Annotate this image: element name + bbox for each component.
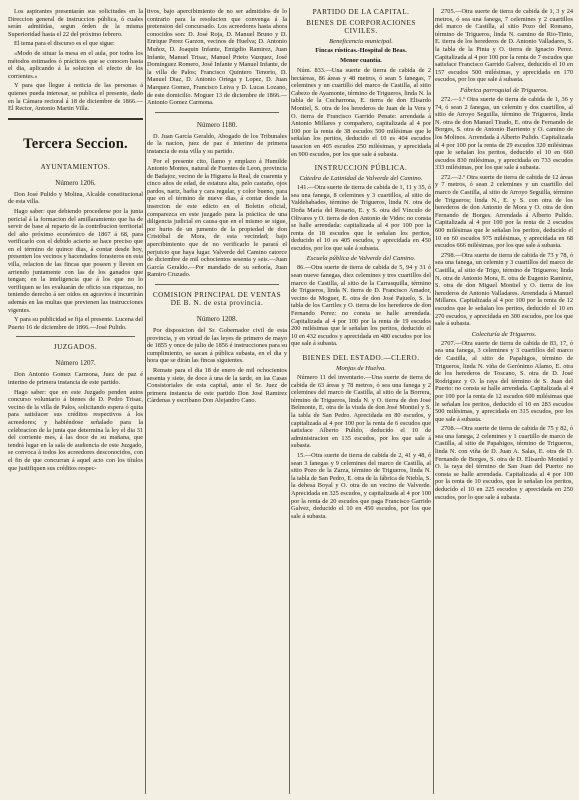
divider [8,118,143,120]
paragraph: 272.—1.º Otra suerte de tierra de cabida de 1, 36 y 74, ó sean 2 fanegas, un celemin y dos cuartillos, al sitio de Arroyo Seguilla, término de Trigueros, linda N. otra de don Manuel Tirado, E. otra de Fernando de Borges, S. otra de Antonio Barriento y O. camino de los Molinos. Arrendada á Alberto Pulido. Capitalizada al 4 por 100 por la renta de 29 escudos 320 milésimas que le señalan los peritos, deducido el 10 en 660 escudos 830 milésimas, y aprecidada en 733 escudos 333 milésimas, por los que sale á subasta. [435,95,573,172]
paragraph: El tema para el discurso es el que sigue: [14,40,115,48]
notice-number: Número 1180. [196,120,238,129]
paragraph: Y para su publicidad se fija el presente. Lucena del Puerto 16 de diciembre de 1866.—José Pulido. [8,316,143,331]
paragraph: Número 11 del inventario.—Una suerte de tierra de cabida de 63 áreas y 78 metros, ó sea una fanega y 2 celemines del marco de Castilla, al sitio de la Borrera, término de Trigueros, linda N. y O. tierra de don José Belmonte, E. otra de la viuda de don José Montiel y S. la tabla de San Pedro. Aprecidada en 80 escudos, y capitalizada al 4 por 100 por la renta de 6 escudos que satisface Alberto Pulido, deducido el 10 de administracion en 135 escudos, por los que sale á subasta. [291,374,431,450]
paragraph: 15.—Otra suerte de tierra de cabida de 2, 41 y 48, ó sean 3 fanegas y 9 celemines del marco de Castilla, al sitio Pozo de la Zarza, término de Trigueros, linda N. la tabla de San Pedro, E. otra de la fábrica de Niebla, S. la dehesa Boyal y O. otra de un vecino de Valverde. Aprecidada en 325 escudos, y capitalizada al 4 por 100 por la renta de 20 escudos que paga Francisco Garrido Galvez, deducido el 10 en 450 escudos, por los que sale á subasta. [291,451,431,520]
paragraph: 2798.—Otra suerte de tierra de cabida de 73 y 78, ó sea una fanega, un celemin y 3 cuartillos del marco de Castilla, al sitio de Trigo, término de Trigueros; linda N. otra de Antonio Mora, E. otra de Eugenio Ramirez, S. otra de don Miguel Montiel y O. tierra de los herederos de Antonio Valladares. Arrendada á Manuel Millares. Capitalizada al 4 por 100 por la renta de 12 escudos que le señalan los peritos, deducido el 10 en 270 escudos, y aprecidada en 300 escudos, por los que sale á subasta. [435,251,573,328]
subheading: Colecturía de Trigueros. [471,330,537,338]
divider [155,112,279,113]
column-4 [435,8,573,796]
paragraph: Don José Pulido y Molina, Alcalde constitucional de esta villa. [8,190,143,206]
paragraph: Hago saber: que debiendo procederse por la junta pericial á la formacion del amillaramiento que ha de servir de base al reparto de la contribucion territorial del año próximo económico de 1867 á 68, para verificarlo con el debido acierto se hace preciso que en el término de quince dias, á contar desde hoy, presenten los vecinos y hacendados forasteros en esta villa, relacion de las fincas que poseen y lleven en arriendo juntamente con las de los ganados que tengan; en la inteligencia que á los que no lo verifiquen se les evaluarán de oficio sus riquezas, no teniendo derecho á ser oidos en agravios é incurrirán además en las multas que previenen las instrucciones vigentes. [8,207,143,314]
section-heading: AYUNTAMIENTOS. [40,162,111,171]
paragraph: 141.—Otra suerte de tierra de cabida de 1, 11 y 35, ó sea una fanega, 8 celemines y 3 cuartillos, al sitio de Valdehabades, término de Trigueros, linda N. otra de Doña María del Rosario, E. y S. otra del Vínculo de Olivares y O. tierra de don Antonio de Vides: no consta se halle arrendada: capitalizada al 4 por 100 por la renta de 18 escudos que le señalan los peritos, deducido el 10 es 405 escudos, y aprecidada en 450 escudos, por los que sale á subasta. [291,184,431,252]
column-rule [433,8,434,794]
divider [155,284,279,285]
section-title: Tercera Seccion. [23,135,128,152]
paragraph: Por disposicion del Sr. Gobernador civil de esta provincia, y en virtud de las leyes de primero de mayo de 1855 y once de julio de 1856 é instrucciones para su cumplimiento, se sacan á pública subasta, en el dia y hora que se dirán las fincas siguientes. [147,327,287,365]
paragraph: Los aspirantes presentarán sus solicitudes en la Direccion general de instruccion pública, ó cuales serán admitidas, segun órden de la misma Superioridad hasta el 22 del próximo febrero. [8,8,143,38]
paragraph: Y para que llegue á noticia de las personas á quienes pueda interesar, se publica el presente, dado en la Cámara rectoral á 18 de diciembre de 1866.—El Rector, Antonio Martin Villa. [8,82,143,113]
notice-number: Número 1207. [55,359,96,368]
subheading: Fábrica parroquial de Trigueros. [460,86,548,94]
divider [16,336,135,337]
paragraph: «Modo de situar la mesa en el aula, por todos los métodos estimados ó prácticos que se conocen hasta el dia, aplicando á la solucion el efecto de los corrientes.» [8,49,143,80]
section-heading: BIENES DEL ESTADO.—CLERO. [302,354,420,362]
paragraph: Remate para el dia 18 de enero de mil ochocientos sesenta y siete, de doce á una de la tarde, en las Casas Consistoriales de esta capital, ante el Sr. Juez de primera instancia de este partido Don José Ramirez Cárdenas y escribano Don Alejandro Cano. [147,366,287,405]
paragraph: Hago saber: que en este Juzgado penden autos concurso voluntario á bienes de D. Pedro Trisac, vecino de la villa de Palos, solicitando espera ó quita para satisfacer sus créditos respectivos á los acreedores; y habiéndose señalado para la celebracion de la junta que determina la ley el dia 31 del corriente mes, á las doce de su mañana, que tendrá lugar en la sala de audiencia de este Juzgado, se convoca á todos los acreedores desconocidos, con el fin de que concurran á aquel acto con los títulos que justifiquen sus créditos respec- [8,388,143,472]
paragraph: tivos, bajo apercibimiento de no ser admitidos de lo contrario para la resolucion que convenga á la pretension del concursado. Los acreedores hasta ahora conocidos son: D. José Roja, D. Manuel Bruno y D. Enrique Perez Garzon, vecinos de Huelva; D. Antonio Muñoz, D. Joaquin Infante, Emigdio Ramirez, Juan Infante, Manuel Trisac, Manuel Prieto Vazquez, José Dominguez Romero, José Infante y Manuel Infante, de la villa de Palos; Francisco Quintero Tenorio, D. Manuel Diaz, D. Antonio Ortega y Lopez, D. Juan Marquez Gomez, Francisco Leiva y D. Lucas Lozano, de este domicilio. Moguer 13 de diciembre de 1866.—Antonio Gomez Carmona. [147,8,287,107]
subheading: Escuela pública de Valverde del Camino. [306,255,416,263]
paragraph: D. Juan García Geraldo, Abogado de los Tribunales de la nacion, juez de paz é interino de primera instancia de esta villa y su partido. [147,132,287,155]
notice-number: Número 1206. [55,178,96,187]
section-heading: JUZGADOS. [53,343,98,352]
notice-number: Número 1208. [196,315,238,323]
section-heading: INSTRUCCION PÚBLICA. [314,164,408,173]
paragraph: 86.—Otra suerte de tierra de cabida de 5, 94 y 31 ó sean nueve fanegas, diez celemines y tres cuartillos del marco de Castilla, al sitio de la Carrasquilla, término de Trigueros, linda N. tierra de D. Francisco Amador, vecino de Moguer, E. otra de don José Pajuelo, S. la tabla de los Carriles y O. tierra de los herederos de don Fernando Perez: no consta se halle arrendada. Capitalizada al 4 por 100 por la renta de 19 escudos 200 milésimas que le señalan los peritos, deducido el 10 en 432 escudos y aprecidada en 480 escudos por los que sale á subasta. [291,264,431,348]
subheading: Monjas de Huelva. [336,365,386,372]
column-1 [8,8,143,796]
paragraph: 272.—2.º Otra suerte de tierra de cabida de 12 áreas y 7 metros, ó sean 2 celemines y un cuartillo del marco de Castilla, al sitio de Arroyo Seguilla, término de Trigueros; linda N., E. y S. con otra de los herederos de don Antonio de Mora y O. otra de don Fernando de Borges. Arrendada á Alberto Pulido. Capitalizada al 4 por 100 por la renta de 2 escudos 600 milésimas que le señalan los peritos, deducido el 10 en 60 escudos 975 milésimas, y aprecidada en 68 escudos 666 milésimas, por los que sale á subasta. [435,173,573,250]
paragraph: Por el presente cito, llamo y emplazo á Humilde Antonio Montes, natural de Fuentes de Leon, provincia de Badajoz, vecino de la Higuera la Real, de cuarenta y cinco años de edad, de estatura alta, pelo castaño, ojos pardos, nariz, barba y cara regular, y color bueno, para que en el término de nueve dias, á contar desde la insercion de este edicto en el Boletin oficial, comparezca en este juzgado para la práctica de una diligencia judicial en causa que en el mismo se sigue, por hurto de un jumento de la propiedad de don Cristóbal de Mora, de esta vecindad; bajo apercibimiento que de no verificarlo le parará el perjuicio que haya lugar. Valverde del Camino catorce de diciembre de mil ochocientos sesenta y seis.—Juan García Geraldo.—Por mandado de su señoría, Juan Ramiro Cruzado. [147,157,287,279]
paragraph: Don Antonio Gomez Carmona, Juez de paz é interino de primera instancia de este partido. [8,371,143,386]
paragraph: 2705.—Otra suerte de tierra de cabida de 1, 3 y 24 metros, ó sea una fanega, 7 celemines y 2 cuartillos del marco de Castilla, al sitio Pozo del Romano, término de Trigueros, linda N. camino de Rio-Tinto, E. tierra de los herederos de D. Antonio Valladares, S. la tabla de la Pinta y O. tierra de Ignacio Perez. Capitalizada al 4 por 100 por la renta de 7 escudos que satisface Francisco Garrido Galvez, deducido el 10 en 157 escudos 500 milésimas, y aprecidada en 170 escudos, por los que sale á subasta. [435,8,573,84]
subheading: Cátedra de Latinidad de Valverde del Camino. [299,175,423,183]
column-rule [145,8,146,794]
paragraph: 2708.—Otra suerte de tierra de cabida de 75 y 82, ó sea una fanega, 2 celemines y 1 cuartillo de marco de Castilla, al sitio de Papahigos, término de Trigueros, linda N. con viña de D. Juan A. Salas, E. otra de D. Fernando de Borges, S. otra de D. Elisardo Montiel y O. la raya del término de San Juan del Puerto: no consta se halle arrendada. Capitalizada al 4 por 100 por la renta de 10 escudos, que le señalan los peritos, deducido el 10 en 225 escudos y aprecidada en 250 escudos, por lo que sale á subasta. [435,425,573,501]
column-rule [289,8,290,794]
subheading: Beneficencia municipal. [329,38,393,45]
column-2 [147,8,287,796]
section-heading: COMISION PRINCIPAL DE VENTAS DE B. N. de esta provincia. [152,291,282,307]
paragraph: Núm. 833.—Una suerte de tierra de cabida de 2 hectáreas, 86 áreas y 48 metros, ó sean 5 fanegas, 7 celemines y un cuartillo del marco de Castilla, al sitio Cabezo de Ayamonte, término de Trigueros, linda N. la tabla de la Cucharrona, E. tierra de don Elisardo Montiel, S. otra de los herederos de Juan de la Vera y O. tierra de Francisco Garrido Penate: arrendada á Antonio Millares y compañero, capitalizada al 4 por 100 por la renta de 38 escudos 500 milésimas que le señalan los peritos, deducido el 10 es 404 escudos tasacion en 405 escudos 250 milésimas, y aprecidada en 900 escudos, por los que sale á subasta. [291,67,431,158]
paragraph: 2707.—Otra suerte de tierra de cabida de 83, 17, ó sea una fanega, 3 celemines y 3 cuartillos del marco de Castilla, al sitio de Papahigos, término de Trigueros, linda N. viña de Gerónimo Alamo, E. otra de los herederos de Toscano, S. otra de D. José Rodriguez y O. la raya del término de S. Juan del Puerto: no consta se halle arrendada. Capitalizada al 4 por 100 por la renta de 12 escudos 600 milésimas que le señalan los peritos, deducido el 10 en 283 escudos 500 milésimas, y aprecidada en 315 escudos, por los que sale á subasta. [435,339,573,423]
section-heading: PARTIDO DE LA CAPITAL. [312,8,410,16]
subheading: Fincas rústicas.-Hospital de Beas. [315,47,407,54]
subheading: Menor cuantía. [340,57,382,64]
section-heading: BIENES DE CORPORACIONES CIVILES. [306,19,416,35]
column-3 [291,8,431,796]
